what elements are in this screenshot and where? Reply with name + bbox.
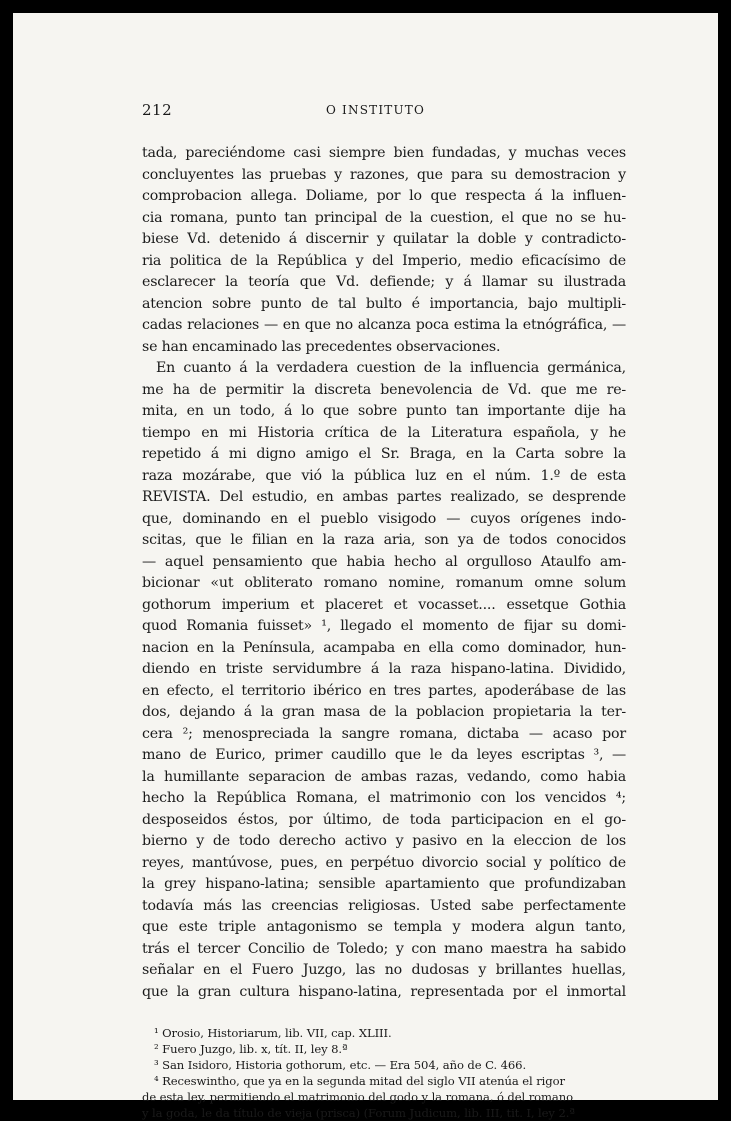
- text-line: que, dominando en el pueblo visigodo — cuyos orígenes indo-: [142, 510, 626, 527]
- text-line: raza mozárabe, que vió la pública luz en el núm. 1.º de esta: [142, 467, 626, 484]
- footnote: ¹ Orosio, Historiarum, lib. VII, cap. XLIII.: [154, 1026, 392, 1040]
- text-line: me ha de permitir la discreta benevolencia de Vd. que me re-: [142, 381, 626, 398]
- text-line: biese Vd. detenido á discernir y quilatar la doble y contradicto-: [142, 231, 626, 247]
- text-line: bicionar «ut obliterato romano nomine, romanum omne solum: [142, 575, 626, 591]
- text-line: cia romana, punto tan principal de la cuestion, el que no se hu-: [142, 209, 626, 226]
- text-line: repetido á mi digno amigo el Sr. Braga, en la Carta sobre la: [142, 446, 626, 462]
- text-line: trás el tercer Concilio de Toledo; y con mano maestra ha sabido: [142, 940, 626, 957]
- text-line: concluyentes las pruebas y razones, que para su demostracion y: [142, 166, 626, 183]
- text-line: bierno y de todo derecho activo y pasivo en la eleccion de los: [142, 833, 626, 849]
- scanned-page: [13, 13, 718, 1120]
- text-line: tada, pareciéndome casi siempre bien fundadas, y muchas veces: [142, 145, 626, 161]
- footnotes: [142, 1025, 626, 1121]
- footnote: ⁴ Receswintho, que ya en la segunda mitad del siglo VII atenúa el rigor: [154, 1074, 565, 1088]
- text-line: REVISTA. Del estudio, en ambas partes realizado, se desprende: [142, 489, 626, 505]
- text-line: atencion sobre punto de tal bulto é importancia, bajo multipli-: [142, 295, 626, 312]
- running-head: O INSTITUTO: [326, 103, 426, 117]
- text-line: gothorum imperium et placeret et vocasset.... essetque Gothia: [142, 596, 626, 613]
- text-line: dos, dejando á la gran masa de la poblacion propietaria la ter-: [142, 704, 626, 720]
- paragraph-start-line: En cuanto á la verdadera cuestion de la influencia germánica,: [156, 360, 626, 376]
- page-header: [142, 101, 626, 123]
- text-line: todavía más las creencias religiosas. Usted sabe perfectamente: [142, 897, 626, 914]
- text-line: esclarecer la teoría que Vd. defiende; y á llamar su ilustrada: [142, 274, 626, 290]
- text-line: diendo en triste servidumbre á la raza hispano-latina. Dividido,: [142, 661, 626, 677]
- text-line: que este triple antagonismo se templa y modera algun tanto,: [142, 919, 626, 935]
- footnote-continuation: de esta ley, permitiendo el matrimonio del godo y la romana, ó del romano: [142, 1090, 573, 1104]
- text-line: quod Romania fuisset» ¹, llegado el momento de fijar su domi-: [142, 618, 626, 634]
- text-line: mita, en un todo, á lo que sobre punto tan importante dije ha: [142, 403, 626, 419]
- text-line: la grey hispano-latina; sensible apartamiento que profundizaban: [142, 876, 626, 892]
- footnote-continuation: y la goda, le da título de vieja (prisca) (Forum Judicum, lib. III, tit. I, ley 2.ª: [142, 1106, 575, 1120]
- body-text: [142, 143, 626, 1003]
- page-content: [142, 101, 626, 1121]
- footnote: ³ San Isidoro, Historia gothorum, etc. — Era 504, año de C. 466.: [154, 1058, 527, 1072]
- footnote: ² Fuero Juzgo, lib. x, tít. II, ley 8.ª: [154, 1042, 348, 1056]
- text-line: tiempo en mi Historia crítica de la Literatura española, y he: [142, 424, 626, 441]
- text-line: scitas, que le filian en la raza aria, son ya de todos conocidos: [142, 532, 626, 548]
- text-line: — aquel pensamiento que habia hecho al orgulloso Ataulfo am-: [142, 553, 626, 570]
- text-line: reyes, mantúvose, pues, en perpétuo divorcio social y político de: [142, 854, 626, 871]
- text-line: desposeidos éstos, por último, de toda participacion en el go-: [142, 811, 626, 828]
- text-line: la humillante separacion de ambas razas, vedando, como habia: [142, 768, 626, 785]
- text-line: cadas relaciones — en que no alcanza poca estima la etnógráfica, —: [142, 317, 626, 333]
- text-line: ria politica de la República y del Imperio, medio eficacísimo de: [142, 252, 626, 269]
- text-line: que la gran cultura hispano-latina, representada por el inmortal: [142, 983, 626, 1000]
- text-line: comprobacion allega. Doliame, por lo que respecta á la influen-: [142, 188, 626, 204]
- text-line: en efecto, el territorio ibérico en tres partes, apoderábase de las: [142, 682, 626, 699]
- text-line: señalar en el Fuero Juzgo, las no dudosas y brillantes huellas,: [142, 962, 626, 978]
- text-line: hecho la República Romana, el matrimonio con los vencidos ⁴;: [142, 790, 626, 806]
- page-number: 212: [142, 101, 173, 119]
- text-line: se han encaminado las precedentes observaciones.: [142, 338, 501, 355]
- text-line: nacion en la Península, acampaba en ella como dominador, hun-: [142, 639, 626, 656]
- text-line: cera ²; menospreciada la sangre romana, dictaba — acaso por: [142, 725, 626, 742]
- text-line: mano de Eurico, primer caudillo que le da leyes escriptas ³, —: [142, 747, 626, 763]
